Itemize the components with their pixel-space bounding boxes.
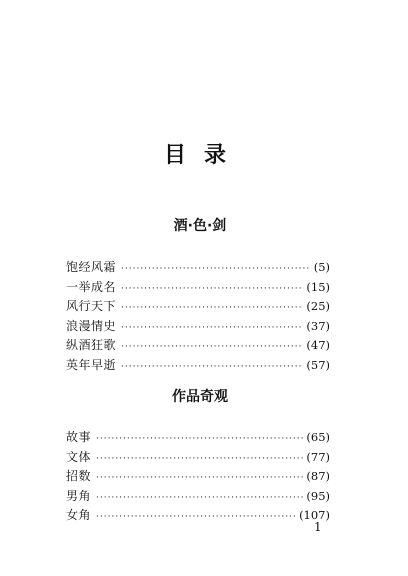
section-heading-2: 作品奇观 — [172, 389, 228, 405]
toc-entry — [66, 448, 330, 468]
section-heading-1: 酒·色·剑 — [173, 218, 227, 234]
dot-leader — [121, 319, 303, 339]
toc-entry-page: (65) — [306, 430, 330, 444]
toc-entry-page: (25) — [306, 299, 330, 313]
toc-entry-page: (95) — [306, 488, 330, 503]
toc-entry — [66, 506, 330, 526]
toc-entry-page: (47) — [306, 338, 330, 352]
toc-entry-label: 招数 — [66, 469, 92, 483]
toc-entry-label: 男角 — [66, 488, 92, 503]
toc-entry-page: (107) — [299, 508, 330, 522]
toc-entry — [66, 278, 330, 298]
toc-entry-label: 浪漫情史 — [66, 318, 117, 333]
toc-entry-label: 故事 — [66, 430, 92, 444]
toc-entry — [66, 487, 330, 507]
toc-entry — [66, 258, 330, 278]
toc-entry-page: (87) — [306, 469, 330, 483]
dot-leader — [121, 280, 303, 300]
dot-leader — [96, 508, 296, 528]
page-number: 1 — [314, 520, 322, 534]
toc-entry-page: (57) — [306, 357, 330, 372]
dot-leader — [96, 489, 303, 509]
dot-leader — [96, 450, 303, 470]
toc-entry-label: 一举成名 — [66, 279, 117, 294]
toc-entry-label: 风行天下 — [66, 299, 117, 313]
toc-entry — [66, 297, 330, 317]
toc-entry-label: 英年早逝 — [66, 357, 117, 372]
dot-leader — [96, 430, 303, 450]
toc-entry-page: (15) — [306, 279, 330, 294]
dot-leader — [121, 299, 303, 319]
toc-entry-label: 文体 — [66, 449, 92, 464]
toc-entry-page: (37) — [306, 318, 330, 333]
dot-leader — [121, 338, 303, 358]
toc-list-1 — [66, 258, 330, 375]
toc-entry-label: 纵酒狂歌 — [66, 338, 117, 352]
toc-list-2 — [66, 428, 330, 526]
toc-entry — [66, 356, 330, 376]
page-title: 目录 — [163, 143, 244, 168]
toc-entry — [66, 428, 330, 448]
toc-entry — [66, 336, 330, 356]
dot-leader — [121, 358, 303, 378]
toc-entry — [66, 467, 330, 487]
toc-entry-page: (5) — [313, 260, 330, 274]
dot-leader — [121, 260, 311, 280]
toc-entry — [66, 317, 330, 337]
toc-entry-label: 饱经风霜 — [66, 260, 117, 274]
dot-leader — [96, 469, 303, 489]
toc-entry-page: (77) — [306, 449, 330, 464]
toc-entry-label: 女角 — [66, 508, 92, 522]
